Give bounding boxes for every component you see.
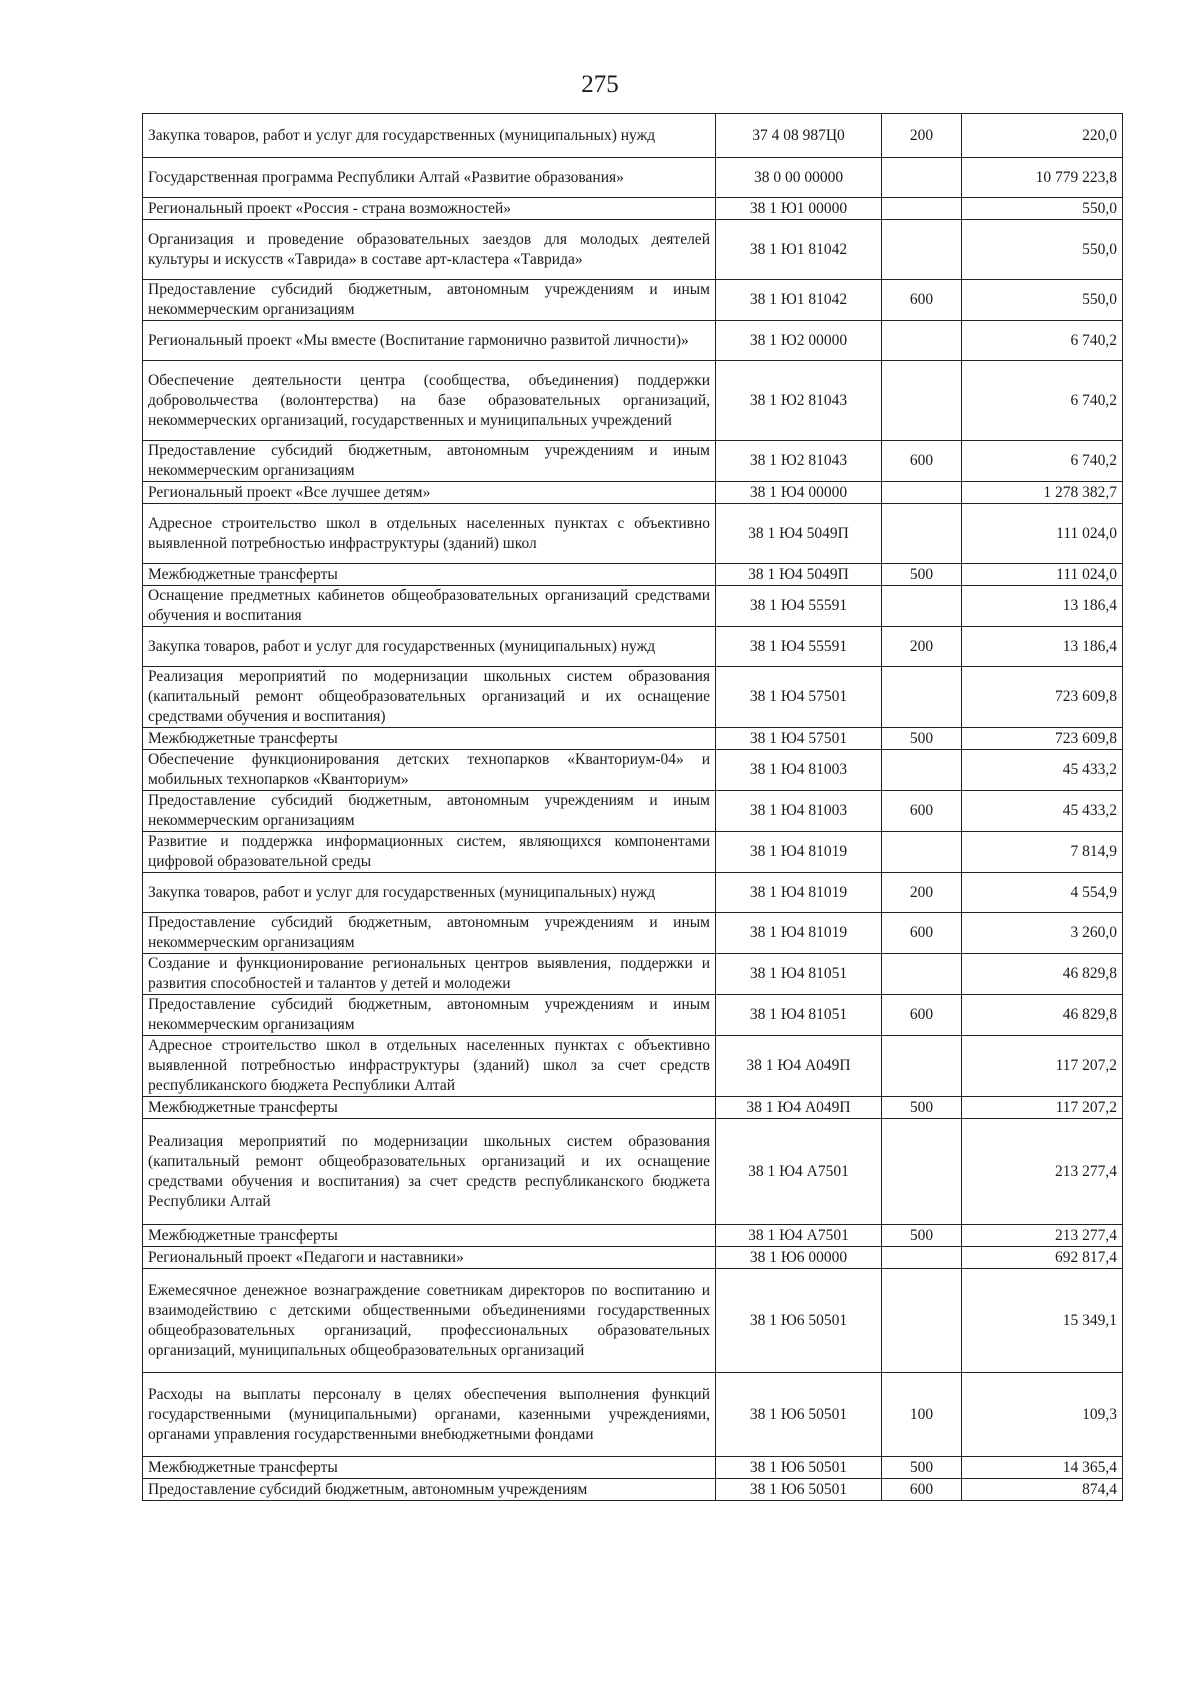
row-code-cell: 38 1 Ю4 57501 <box>716 667 882 728</box>
row-type-cell <box>882 832 962 873</box>
row-type-cell: 600 <box>882 280 962 321</box>
row-code-cell: 38 1 Ю6 50501 <box>716 1479 882 1501</box>
row-sum-cell: 1 278 382,7 <box>962 482 1123 504</box>
row-code-cell: 38 1 Ю4 57501 <box>716 728 882 750</box>
row-name-cell: Региональный проект «Педагоги и наставники» <box>143 1247 716 1269</box>
row-code-cell: 38 1 Ю1 81042 <box>716 280 882 321</box>
table-row <box>143 1097 1123 1119</box>
row-name-cell: Государственная программа Республики Алтай «Развитие образования» <box>143 158 716 198</box>
row-name-cell: Межбюджетные трансферты <box>143 1097 716 1119</box>
row-type-cell <box>882 1036 962 1097</box>
row-code-cell: 38 1 Ю6 50501 <box>716 1457 882 1479</box>
row-code-cell: 38 1 Ю4 81019 <box>716 913 882 954</box>
table-row <box>143 1119 1123 1225</box>
row-sum-cell: 550,0 <box>962 198 1123 220</box>
table-row <box>143 667 1123 728</box>
budget-table-body <box>143 114 1123 1501</box>
row-code-cell: 38 1 Ю4 81051 <box>716 995 882 1036</box>
row-name-cell: Оснащение предметных кабинетов общеобразовательных организаций средствами обучения и воспитания <box>143 586 716 627</box>
row-sum-cell: 10 779 223,8 <box>962 158 1123 198</box>
row-name-cell: Адресное строительство школ в отдельных населенных пунктах с объективно выявленной потребностью инфраструктуры (зданий) школ <box>143 504 716 564</box>
row-sum-cell: 550,0 <box>962 220 1123 280</box>
row-name-cell: Реализация мероприятий по модернизации школьных систем образования (капитальный ремонт общеобразовательных организаций и их оснащение средствами обучения и воспитания) <box>143 667 716 728</box>
row-sum-cell: 117 207,2 <box>962 1036 1123 1097</box>
row-code-cell: 38 1 Ю4 55591 <box>716 627 882 667</box>
row-name-cell: Региональный проект «Все лучшее детям» <box>143 482 716 504</box>
row-sum-cell: 874,4 <box>962 1479 1123 1501</box>
row-type-cell: 500 <box>882 564 962 586</box>
row-type-cell <box>882 198 962 220</box>
row-name-cell: Межбюджетные трансферты <box>143 1225 716 1247</box>
row-code-cell: 38 1 Ю4 5049П <box>716 504 882 564</box>
table-row <box>143 1036 1123 1097</box>
row-name-cell: Адресное строительство школ в отдельных населенных пунктах с объективно выявленной потребностью инфраструктуры (зданий) школ за счет средств республиканского бюджета Республики Алтай <box>143 1036 716 1097</box>
row-code-cell: 38 1 Ю1 00000 <box>716 198 882 220</box>
row-type-cell: 500 <box>882 1097 962 1119</box>
table-row <box>143 482 1123 504</box>
row-sum-cell: 692 817,4 <box>962 1247 1123 1269</box>
row-name-cell: Расходы на выплаты персоналу в целях обеспечения выполнения функций государственными (муниципальными) органами, казенными учреждениями, органами управления государственными внебюджетными фондами <box>143 1373 716 1457</box>
budget-table <box>142 113 1123 1501</box>
table-row <box>143 791 1123 832</box>
table-row <box>143 1225 1123 1247</box>
row-code-cell: 38 1 Ю6 50501 <box>716 1373 882 1457</box>
table-row <box>143 114 1123 158</box>
table-row <box>143 158 1123 198</box>
row-type-cell <box>882 586 962 627</box>
row-name-cell: Межбюджетные трансферты <box>143 728 716 750</box>
row-code-cell: 37 4 08 987Ц0 <box>716 114 882 158</box>
row-code-cell: 38 1 Ю4 00000 <box>716 482 882 504</box>
row-code-cell: 38 1 Ю2 81043 <box>716 361 882 441</box>
row-code-cell: 38 1 Ю2 00000 <box>716 321 882 361</box>
row-type-cell: 200 <box>882 627 962 667</box>
row-sum-cell: 13 186,4 <box>962 586 1123 627</box>
table-row <box>143 586 1123 627</box>
row-type-cell: 600 <box>882 1479 962 1501</box>
row-name-cell: Ежемесячное денежное вознаграждение советникам директоров по воспитанию и взаимодействию с детскими общественными объединениями государственных общеобразовательных организаций, профессиональных образовательных организаций, муниципальных общеобразовательных организаций <box>143 1269 716 1373</box>
table-row <box>143 1479 1123 1501</box>
row-name-cell: Обеспечение деятельности центра (сообщества, объединения) поддержки добровольчества (волонтерства) на базе образовательных организаций, некоммерческих организаций, государственных и муниципальных учреждений <box>143 361 716 441</box>
table-row <box>143 504 1123 564</box>
row-sum-cell: 220,0 <box>962 114 1123 158</box>
row-type-cell <box>882 482 962 504</box>
row-code-cell: 38 1 Ю6 50501 <box>716 1269 882 1373</box>
table-row <box>143 321 1123 361</box>
row-sum-cell: 13 186,4 <box>962 627 1123 667</box>
row-name-cell: Создание и функционирование региональных центров выявления, поддержки и развития способностей и талантов у детей и молодежи <box>143 954 716 995</box>
table-row <box>143 832 1123 873</box>
row-name-cell: Развитие и поддержка информационных систем, являющихся компонентами цифровой образовательной среды <box>143 832 716 873</box>
row-code-cell: 38 1 Ю4 А7501 <box>716 1225 882 1247</box>
row-type-cell <box>882 1119 962 1225</box>
table-row <box>143 564 1123 586</box>
table-row <box>143 627 1123 667</box>
row-sum-cell: 14 365,4 <box>962 1457 1123 1479</box>
row-name-cell: Реализация мероприятий по модернизации школьных систем образования (капитальный ремонт общеобразовательных организаций и их оснащение средствами обучения и воспитания) за счет средств республиканского бюджета Республики Алтай <box>143 1119 716 1225</box>
row-type-cell <box>882 321 962 361</box>
row-sum-cell: 15 349,1 <box>962 1269 1123 1373</box>
row-code-cell: 38 1 Ю4 81019 <box>716 832 882 873</box>
row-sum-cell: 6 740,2 <box>962 321 1123 361</box>
table-row <box>143 1457 1123 1479</box>
row-sum-cell: 111 024,0 <box>962 564 1123 586</box>
row-name-cell: Межбюджетные трансферты <box>143 1457 716 1479</box>
table-row <box>143 441 1123 482</box>
row-sum-cell: 723 609,8 <box>962 667 1123 728</box>
row-name-cell: Закупка товаров, работ и услуг для государственных (муниципальных) нужд <box>143 627 716 667</box>
row-sum-cell: 6 740,2 <box>962 361 1123 441</box>
row-name-cell: Предоставление субсидий бюджетным, автономным учреждениям <box>143 1479 716 1501</box>
row-sum-cell: 723 609,8 <box>962 728 1123 750</box>
row-sum-cell: 7 814,9 <box>962 832 1123 873</box>
row-name-cell: Предоставление субсидий бюджетным, автономным учреждениям и иным некоммерческим организациям <box>143 791 716 832</box>
row-name-cell: Региональный проект «Мы вместе (Воспитание гармонично развитой личности)» <box>143 321 716 361</box>
row-sum-cell: 117 207,2 <box>962 1097 1123 1119</box>
page-number: 275 <box>581 71 619 98</box>
row-sum-cell: 213 277,4 <box>962 1225 1123 1247</box>
row-type-cell: 500 <box>882 728 962 750</box>
row-type-cell: 600 <box>882 441 962 482</box>
table-row <box>143 954 1123 995</box>
row-code-cell: 38 1 Ю4 81019 <box>716 873 882 913</box>
row-code-cell: 38 1 Ю1 81042 <box>716 220 882 280</box>
table-row <box>143 361 1123 441</box>
row-type-cell <box>882 220 962 280</box>
row-type-cell <box>882 954 962 995</box>
row-type-cell <box>882 1247 962 1269</box>
row-name-cell: Региональный проект «Россия - страна возможностей» <box>143 198 716 220</box>
row-code-cell: 38 1 Ю4 А049П <box>716 1036 882 1097</box>
row-type-cell <box>882 1269 962 1373</box>
table-row <box>143 728 1123 750</box>
row-type-cell: 500 <box>882 1457 962 1479</box>
row-code-cell: 38 1 Ю4 5049П <box>716 564 882 586</box>
row-code-cell: 38 1 Ю4 81003 <box>716 791 882 832</box>
row-name-cell: Обеспечение функционирования детских технопарков «Кванториум-04» и мобильных технопарков «Кванториум» <box>143 750 716 791</box>
table-row <box>143 873 1123 913</box>
row-type-cell <box>882 158 962 198</box>
row-sum-cell: 3 260,0 <box>962 913 1123 954</box>
row-type-cell <box>882 504 962 564</box>
row-sum-cell: 45 433,2 <box>962 750 1123 791</box>
row-type-cell <box>882 750 962 791</box>
row-name-cell: Предоставление субсидий бюджетным, автономным учреждениям и иным некоммерческим организациям <box>143 913 716 954</box>
row-sum-cell: 111 024,0 <box>962 504 1123 564</box>
row-type-cell: 600 <box>882 995 962 1036</box>
row-code-cell: 38 1 Ю4 55591 <box>716 586 882 627</box>
table-row <box>143 280 1123 321</box>
row-code-cell: 38 1 Ю4 А7501 <box>716 1119 882 1225</box>
row-type-cell: 200 <box>882 873 962 913</box>
row-name-cell: Предоставление субсидий бюджетным, автономным учреждениям и иным некоммерческим организациям <box>143 995 716 1036</box>
row-type-cell: 600 <box>882 913 962 954</box>
table-row <box>143 913 1123 954</box>
row-type-cell: 600 <box>882 791 962 832</box>
row-code-cell: 38 1 Ю4 81003 <box>716 750 882 791</box>
row-sum-cell: 6 740,2 <box>962 441 1123 482</box>
row-sum-cell: 46 829,8 <box>962 995 1123 1036</box>
row-type-cell: 200 <box>882 114 962 158</box>
row-sum-cell: 4 554,9 <box>962 873 1123 913</box>
row-type-cell <box>882 361 962 441</box>
row-sum-cell: 109,3 <box>962 1373 1123 1457</box>
table-row <box>143 995 1123 1036</box>
row-name-cell: Закупка товаров, работ и услуг для государственных (муниципальных) нужд <box>143 114 716 158</box>
table-row <box>143 198 1123 220</box>
row-type-cell <box>882 667 962 728</box>
row-sum-cell: 45 433,2 <box>962 791 1123 832</box>
row-type-cell: 500 <box>882 1225 962 1247</box>
row-name-cell: Закупка товаров, работ и услуг для государственных (муниципальных) нужд <box>143 873 716 913</box>
row-name-cell: Предоставление субсидий бюджетным, автономным учреждениям и иным некоммерческим организациям <box>143 280 716 321</box>
row-code-cell: 38 1 Ю4 81051 <box>716 954 882 995</box>
table-row <box>143 1373 1123 1457</box>
table-row <box>143 1269 1123 1373</box>
row-sum-cell: 46 829,8 <box>962 954 1123 995</box>
row-code-cell: 38 1 Ю6 00000 <box>716 1247 882 1269</box>
row-code-cell: 38 0 00 00000 <box>716 158 882 198</box>
row-code-cell: 38 1 Ю4 А049П <box>716 1097 882 1119</box>
row-name-cell: Межбюджетные трансферты <box>143 564 716 586</box>
table-row <box>143 220 1123 280</box>
row-name-cell: Предоставление субсидий бюджетным, автономным учреждениям и иным некоммерческим организациям <box>143 441 716 482</box>
row-type-cell: 100 <box>882 1373 962 1457</box>
row-code-cell: 38 1 Ю2 81043 <box>716 441 882 482</box>
table-row <box>143 750 1123 791</box>
row-sum-cell: 213 277,4 <box>962 1119 1123 1225</box>
table-row <box>143 1247 1123 1269</box>
row-name-cell: Организация и проведение образовательных заездов для молодых деятелей культуры и искусств «Таврида» в составе арт-кластера «Таврида» <box>143 220 716 280</box>
row-sum-cell: 550,0 <box>962 280 1123 321</box>
